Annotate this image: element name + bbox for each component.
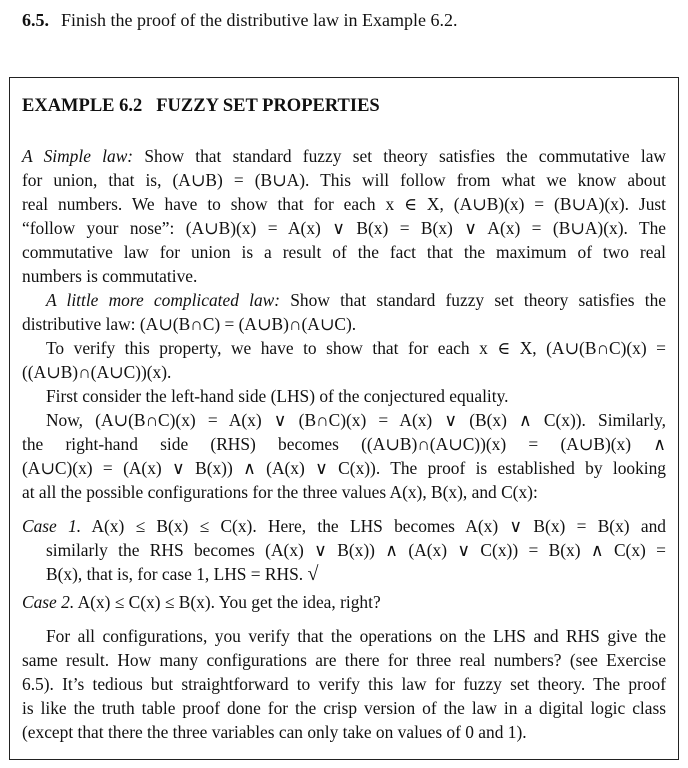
lead-complicated-law: A little more complicated law: bbox=[46, 290, 281, 310]
text-line: To verify this property, we have to show that for each x ∈ X, (A∪(B∩C)(x) = bbox=[46, 338, 666, 358]
case-1-lead: Case 1. bbox=[22, 516, 82, 536]
text-line: at all the possible configurations for the three values A(x), B(x), and C(x): bbox=[22, 482, 538, 502]
exercise-text: Finish the proof of the distributive law in Example 6.2. bbox=[61, 10, 458, 30]
text-line: for union, that is, (A∪B) = (B∪A). This will follow from what we know about bbox=[22, 170, 666, 190]
text-line: the right-hand side (RHS) becomes ((A∪B)∩(A∪C))(x) = (A∪B)(x) ∧ bbox=[22, 434, 666, 454]
paragraph-complicated-law bbox=[22, 288, 666, 336]
example-heading bbox=[22, 96, 380, 117]
text-line: A(x) ≤ B(x) ≤ C(x). Here, the LHS becomes A(x) ∨ B(x) = B(x) and bbox=[81, 516, 666, 536]
text-line: “follow your nose”: (A∪B)(x) = A(x) ∨ B(x) = B(x) ∨ A(x) = (B∪A)(x). The bbox=[22, 218, 666, 238]
text-line: numbers is commutative. bbox=[22, 266, 198, 286]
text-line: 6.5). It’s tedious but straightforward to verify this law for fuzzy set theory. The proof bbox=[22, 674, 666, 694]
text-line: ((A∪B)∩(A∪C))(x). bbox=[22, 362, 172, 382]
case-1 bbox=[22, 514, 666, 586]
text-line: distributive law: (A∪(B∩C) = (A∪B)∩(A∪C). bbox=[22, 314, 357, 334]
text-line: First consider the left-hand side (LHS) of the conjectured equality. bbox=[46, 386, 509, 406]
example-title: FUZZY SET PROPERTIES bbox=[156, 96, 380, 116]
example-label: EXAMPLE 6.2 bbox=[22, 96, 143, 116]
paragraph-lhs bbox=[22, 384, 666, 408]
text-line: similarly the RHS becomes (A(x) ∨ B(x)) ∧ (A(x) ∨ C(x)) = B(x) ∧ C(x) = bbox=[46, 540, 666, 560]
paragraph-configurations bbox=[22, 624, 666, 744]
example-body bbox=[22, 144, 666, 744]
lead-simple-law: A Simple law: bbox=[22, 146, 134, 166]
text-line: commutative law for union is a result of the fact that the maximum of two real bbox=[22, 242, 666, 262]
text-line: is like the truth table proof done for the crisp version of the law in a digital logic class bbox=[22, 698, 666, 718]
text-line: Show that standard fuzzy set theory satisfies the commutative law bbox=[133, 146, 666, 166]
text-line: B(x), that is, for case 1, LHS = RHS. bbox=[46, 564, 304, 584]
text-line: real numbers. We have to show that for each x ∈ X, (A∪B)(x) = (B∪A)(x). Just bbox=[22, 194, 666, 214]
text-line: same result. How many configurations are there for three real numbers? (see Exercise bbox=[22, 650, 666, 670]
paragraph-now bbox=[22, 408, 666, 504]
text-line: A(x) ≤ C(x) ≤ B(x). You get the idea, right? bbox=[74, 592, 381, 612]
case-2-lead: Case 2. bbox=[22, 592, 75, 612]
example-box bbox=[9, 77, 679, 760]
text-line: For all configurations, you verify that the operations on the LHS and RHS give the bbox=[46, 626, 666, 646]
case-2 bbox=[22, 590, 666, 614]
text-line: (except that there the three variables can only take on values of 0 and 1). bbox=[22, 722, 527, 742]
exercise-number: 6.5. bbox=[22, 10, 49, 30]
exercise-statement bbox=[22, 10, 457, 31]
paragraph-simple-law bbox=[22, 144, 666, 288]
checkmark-icon: √ bbox=[307, 563, 319, 585]
text-line: Now, (A∪(B∩C)(x) = A(x) ∨ (B∩C)(x) = A(x) ∨ (B(x) ∧ C(x)). Similarly, bbox=[46, 410, 666, 430]
text-line: (A∪C)(x) = (A(x) ∨ B(x)) ∧ (A(x) ∨ C(x)). The proof is established by looking bbox=[22, 458, 666, 478]
text-line: Show that standard fuzzy set theory satisfies the bbox=[280, 290, 666, 310]
paragraph-verify bbox=[22, 336, 666, 384]
